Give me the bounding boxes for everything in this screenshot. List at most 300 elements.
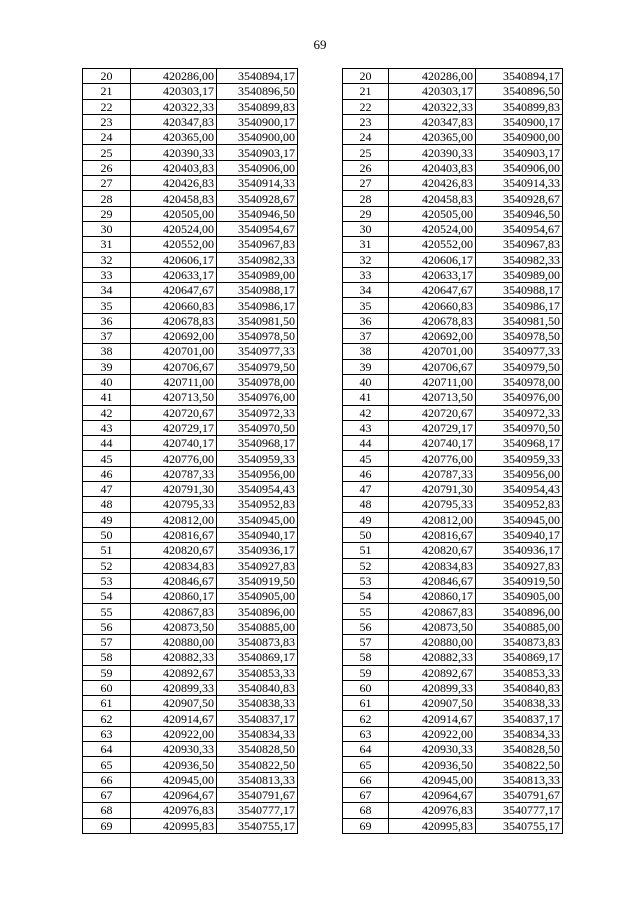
y-coordinate-cell-right: 3540972,33 xyxy=(476,405,563,420)
row-number-cell: 22 xyxy=(83,99,131,114)
row-number-cell-right: 59 xyxy=(343,665,389,680)
table-row xyxy=(83,99,563,114)
column-gap xyxy=(298,818,343,833)
y-coordinate-cell-right: 3540837,17 xyxy=(476,711,563,726)
table-row xyxy=(83,405,563,420)
row-number-cell: 34 xyxy=(83,283,131,298)
x-coordinate-cell-right: 420936,50 xyxy=(389,757,476,772)
x-coordinate-cell-right: 420729,17 xyxy=(389,420,476,435)
y-coordinate-cell-right: 3540927,83 xyxy=(476,558,563,573)
y-coordinate-cell: 3540976,00 xyxy=(217,390,298,405)
x-coordinate-cell: 420930,33 xyxy=(131,742,217,757)
y-coordinate-cell-right: 3540838,33 xyxy=(476,696,563,711)
column-gap xyxy=(298,374,343,389)
y-coordinate-cell: 3540903,17 xyxy=(217,145,298,160)
y-coordinate-cell-right: 3540959,33 xyxy=(476,451,563,466)
column-gap xyxy=(298,757,343,772)
row-number-cell-right: 23 xyxy=(343,114,389,129)
row-number-cell: 28 xyxy=(83,191,131,206)
x-coordinate-cell-right: 420322,33 xyxy=(389,99,476,114)
x-coordinate-cell-right: 420524,00 xyxy=(389,221,476,236)
column-gap xyxy=(298,405,343,420)
coordinates-table-body xyxy=(83,69,563,834)
y-coordinate-cell-right: 3540967,83 xyxy=(476,237,563,252)
row-number-cell-right: 51 xyxy=(343,543,389,558)
x-coordinate-cell: 420867,83 xyxy=(131,604,217,619)
x-coordinate-cell-right: 420860,17 xyxy=(389,589,476,604)
row-number-cell: 23 xyxy=(83,114,131,129)
row-number-cell-right: 20 xyxy=(343,69,389,84)
row-number-cell: 33 xyxy=(83,267,131,282)
row-number-cell: 66 xyxy=(83,772,131,787)
x-coordinate-cell-right: 420647,67 xyxy=(389,283,476,298)
y-coordinate-cell: 3540986,17 xyxy=(217,298,298,313)
x-coordinate-cell-right: 420820,67 xyxy=(389,543,476,558)
y-coordinate-cell-right: 3540899,83 xyxy=(476,99,563,114)
column-gap xyxy=(298,482,343,497)
row-number-cell: 43 xyxy=(83,420,131,435)
table-row xyxy=(83,160,563,175)
row-number-cell-right: 54 xyxy=(343,589,389,604)
row-number-cell: 44 xyxy=(83,436,131,451)
x-coordinate-cell: 420286,00 xyxy=(131,69,217,84)
table-row xyxy=(83,130,563,145)
x-coordinate-cell: 420740,17 xyxy=(131,436,217,451)
x-coordinate-cell-right: 420505,00 xyxy=(389,206,476,221)
x-coordinate-cell: 420795,33 xyxy=(131,497,217,512)
y-coordinate-cell-right: 3540976,00 xyxy=(476,390,563,405)
table-row xyxy=(83,619,563,634)
table-row xyxy=(83,145,563,160)
table-row xyxy=(83,420,563,435)
table-row xyxy=(83,589,563,604)
y-coordinate-cell-right: 3540896,50 xyxy=(476,84,563,99)
x-coordinate-cell: 420524,00 xyxy=(131,221,217,236)
page-number: 69 xyxy=(313,37,327,52)
y-coordinate-cell-right: 3540952,83 xyxy=(476,497,563,512)
column-gap xyxy=(298,114,343,129)
column-gap xyxy=(298,696,343,711)
x-coordinate-cell: 420834,83 xyxy=(131,558,217,573)
x-coordinate-cell: 420936,50 xyxy=(131,757,217,772)
y-coordinate-cell: 3540952,83 xyxy=(217,497,298,512)
y-coordinate-cell: 3540977,33 xyxy=(217,344,298,359)
x-coordinate-cell: 420365,00 xyxy=(131,130,217,145)
y-coordinate-cell-right: 3540869,17 xyxy=(476,650,563,665)
x-coordinate-cell: 420403,83 xyxy=(131,160,217,175)
x-coordinate-cell-right: 420347,83 xyxy=(389,114,476,129)
x-coordinate-cell: 420505,00 xyxy=(131,206,217,221)
y-coordinate-cell: 3540896,00 xyxy=(217,604,298,619)
row-number-cell: 56 xyxy=(83,619,131,634)
row-number-cell: 60 xyxy=(83,680,131,695)
row-number-cell: 53 xyxy=(83,573,131,588)
column-gap xyxy=(298,252,343,267)
row-number-cell-right: 36 xyxy=(343,313,389,328)
row-number-cell-right: 45 xyxy=(343,451,389,466)
table-row xyxy=(83,711,563,726)
x-coordinate-cell-right: 420892,67 xyxy=(389,665,476,680)
row-number-cell-right: 67 xyxy=(343,787,389,802)
column-gap xyxy=(298,160,343,175)
y-coordinate-cell: 3540906,00 xyxy=(217,160,298,175)
y-coordinate-cell-right: 3540956,00 xyxy=(476,466,563,481)
y-coordinate-cell: 3540896,50 xyxy=(217,84,298,99)
row-number-cell: 41 xyxy=(83,390,131,405)
row-number-cell: 30 xyxy=(83,221,131,236)
row-number-cell-right: 56 xyxy=(343,619,389,634)
column-gap xyxy=(298,206,343,221)
row-number-cell: 67 xyxy=(83,787,131,802)
row-number-cell-right: 42 xyxy=(343,405,389,420)
y-coordinate-cell: 3540954,43 xyxy=(217,482,298,497)
y-coordinate-cell-right: 3540828,50 xyxy=(476,742,563,757)
table-row xyxy=(83,114,563,129)
table-row xyxy=(83,803,563,818)
row-number-cell: 54 xyxy=(83,589,131,604)
y-coordinate-cell-right: 3540954,43 xyxy=(476,482,563,497)
y-coordinate-cell-right: 3540936,17 xyxy=(476,543,563,558)
row-number-cell: 52 xyxy=(83,558,131,573)
column-gap xyxy=(298,176,343,191)
y-coordinate-cell: 3540946,50 xyxy=(217,206,298,221)
row-number-cell: 32 xyxy=(83,252,131,267)
row-number-cell-right: 24 xyxy=(343,130,389,145)
coordinates-table xyxy=(82,68,563,834)
row-number-cell-right: 28 xyxy=(343,191,389,206)
row-number-cell-right: 65 xyxy=(343,757,389,772)
y-coordinate-cell: 3540959,33 xyxy=(217,451,298,466)
row-number-cell: 68 xyxy=(83,803,131,818)
row-number-cell-right: 38 xyxy=(343,344,389,359)
y-coordinate-cell-right: 3540903,17 xyxy=(476,145,563,160)
row-number-cell-right: 29 xyxy=(343,206,389,221)
y-coordinate-cell: 3540894,17 xyxy=(217,69,298,84)
x-coordinate-cell: 420907,50 xyxy=(131,696,217,711)
row-number-cell-right: 58 xyxy=(343,650,389,665)
column-gap xyxy=(298,711,343,726)
column-gap xyxy=(298,313,343,328)
table-row xyxy=(83,466,563,481)
y-coordinate-cell: 3540967,83 xyxy=(217,237,298,252)
column-gap xyxy=(298,267,343,282)
x-coordinate-cell-right: 420795,33 xyxy=(389,497,476,512)
y-coordinate-cell: 3540988,17 xyxy=(217,283,298,298)
x-coordinate-cell: 420660,83 xyxy=(131,298,217,313)
table-row xyxy=(83,604,563,619)
row-number-cell: 51 xyxy=(83,543,131,558)
column-gap xyxy=(298,191,343,206)
column-gap xyxy=(298,589,343,604)
table-row xyxy=(83,84,563,99)
y-coordinate-cell-right: 3540979,50 xyxy=(476,359,563,374)
row-number-cell: 57 xyxy=(83,634,131,649)
row-number-cell: 21 xyxy=(83,84,131,99)
y-coordinate-cell: 3540838,33 xyxy=(217,696,298,711)
table-row xyxy=(83,374,563,389)
row-number-cell-right: 66 xyxy=(343,772,389,787)
table-row xyxy=(83,221,563,236)
y-coordinate-cell-right: 3540968,17 xyxy=(476,436,563,451)
x-coordinate-cell-right: 420922,00 xyxy=(389,726,476,741)
y-coordinate-cell-right: 3540977,33 xyxy=(476,344,563,359)
x-coordinate-cell: 420846,67 xyxy=(131,573,217,588)
x-coordinate-cell-right: 420816,67 xyxy=(389,527,476,542)
y-coordinate-cell: 3540885,00 xyxy=(217,619,298,634)
table-row xyxy=(83,313,563,328)
x-coordinate-cell: 420873,50 xyxy=(131,619,217,634)
x-coordinate-cell: 420711,00 xyxy=(131,374,217,389)
column-gap xyxy=(298,497,343,512)
row-number-cell-right: 22 xyxy=(343,99,389,114)
y-coordinate-cell: 3540791,67 xyxy=(217,787,298,802)
row-number-cell-right: 35 xyxy=(343,298,389,313)
y-coordinate-cell: 3540837,17 xyxy=(217,711,298,726)
row-number-cell: 46 xyxy=(83,466,131,481)
row-number-cell: 62 xyxy=(83,711,131,726)
row-number-cell: 27 xyxy=(83,176,131,191)
column-gap xyxy=(298,803,343,818)
row-number-cell-right: 26 xyxy=(343,160,389,175)
x-coordinate-cell: 420787,33 xyxy=(131,466,217,481)
row-number-cell-right: 40 xyxy=(343,374,389,389)
x-coordinate-cell-right: 420606,17 xyxy=(389,252,476,267)
table-row xyxy=(83,818,563,833)
row-number-cell-right: 30 xyxy=(343,221,389,236)
column-gap xyxy=(298,650,343,665)
y-coordinate-cell: 3540972,33 xyxy=(217,405,298,420)
x-coordinate-cell: 420720,67 xyxy=(131,405,217,420)
row-number-cell: 58 xyxy=(83,650,131,665)
x-coordinate-cell-right: 420791,30 xyxy=(389,482,476,497)
x-coordinate-cell-right: 420882,33 xyxy=(389,650,476,665)
x-coordinate-cell-right: 420976,83 xyxy=(389,803,476,818)
row-number-cell: 69 xyxy=(83,818,131,833)
y-coordinate-cell: 3540970,50 xyxy=(217,420,298,435)
table-row xyxy=(83,558,563,573)
x-coordinate-cell: 420706,67 xyxy=(131,359,217,374)
x-coordinate-cell: 420633,17 xyxy=(131,267,217,282)
row-number-cell: 40 xyxy=(83,374,131,389)
y-coordinate-cell: 3540981,50 xyxy=(217,313,298,328)
x-coordinate-cell: 420606,17 xyxy=(131,252,217,267)
row-number-cell-right: 52 xyxy=(343,558,389,573)
column-gap xyxy=(298,329,343,344)
x-coordinate-cell: 420820,67 xyxy=(131,543,217,558)
row-number-cell-right: 21 xyxy=(343,84,389,99)
x-coordinate-cell: 420791,30 xyxy=(131,482,217,497)
y-coordinate-cell-right: 3540986,17 xyxy=(476,298,563,313)
x-coordinate-cell-right: 420945,00 xyxy=(389,772,476,787)
table-row xyxy=(83,650,563,665)
column-gap xyxy=(298,451,343,466)
y-coordinate-cell: 3540927,83 xyxy=(217,558,298,573)
table-row xyxy=(83,237,563,252)
table-row xyxy=(83,696,563,711)
table-row xyxy=(83,527,563,542)
row-number-cell: 31 xyxy=(83,237,131,252)
row-number-cell: 39 xyxy=(83,359,131,374)
x-coordinate-cell: 420899,33 xyxy=(131,680,217,695)
column-gap xyxy=(298,436,343,451)
x-coordinate-cell-right: 420458,83 xyxy=(389,191,476,206)
y-coordinate-cell: 3540978,00 xyxy=(217,374,298,389)
y-coordinate-cell-right: 3540822,50 xyxy=(476,757,563,772)
y-coordinate-cell: 3540954,67 xyxy=(217,221,298,236)
column-gap xyxy=(298,130,343,145)
y-coordinate-cell: 3540940,17 xyxy=(217,527,298,542)
row-number-cell: 24 xyxy=(83,130,131,145)
row-number-cell-right: 37 xyxy=(343,329,389,344)
x-coordinate-cell-right: 420711,00 xyxy=(389,374,476,389)
y-coordinate-cell: 3540900,17 xyxy=(217,114,298,129)
y-coordinate-cell: 3540869,17 xyxy=(217,650,298,665)
column-gap xyxy=(298,298,343,313)
x-coordinate-cell-right: 420403,83 xyxy=(389,160,476,175)
row-number-cell: 29 xyxy=(83,206,131,221)
y-coordinate-cell: 3540900,00 xyxy=(217,130,298,145)
table-row xyxy=(83,267,563,282)
column-gap xyxy=(298,237,343,252)
row-number-cell: 64 xyxy=(83,742,131,757)
column-gap xyxy=(298,634,343,649)
x-coordinate-cell-right: 420552,00 xyxy=(389,237,476,252)
column-gap xyxy=(298,604,343,619)
x-coordinate-cell-right: 420964,67 xyxy=(389,787,476,802)
row-number-cell: 36 xyxy=(83,313,131,328)
table-row xyxy=(83,573,563,588)
x-coordinate-cell: 420701,00 xyxy=(131,344,217,359)
column-gap xyxy=(298,619,343,634)
row-number-cell: 20 xyxy=(83,69,131,84)
table-row xyxy=(83,344,563,359)
y-coordinate-cell: 3540834,33 xyxy=(217,726,298,741)
row-number-cell: 47 xyxy=(83,482,131,497)
x-coordinate-cell: 420713,50 xyxy=(131,390,217,405)
row-number-cell-right: 25 xyxy=(343,145,389,160)
column-gap xyxy=(298,84,343,99)
row-number-cell-right: 46 xyxy=(343,466,389,481)
y-coordinate-cell-right: 3540989,00 xyxy=(476,267,563,282)
y-coordinate-cell: 3540989,00 xyxy=(217,267,298,282)
y-coordinate-cell-right: 3540928,67 xyxy=(476,191,563,206)
table-row xyxy=(83,451,563,466)
column-gap xyxy=(298,283,343,298)
y-coordinate-cell-right: 3540978,00 xyxy=(476,374,563,389)
table-row xyxy=(83,191,563,206)
x-coordinate-cell-right: 420914,67 xyxy=(389,711,476,726)
column-gap xyxy=(298,359,343,374)
x-coordinate-cell-right: 420740,17 xyxy=(389,436,476,451)
column-gap xyxy=(298,527,343,542)
y-coordinate-cell-right: 3540840,83 xyxy=(476,680,563,695)
table-row xyxy=(83,543,563,558)
y-coordinate-cell-right: 3540982,33 xyxy=(476,252,563,267)
y-coordinate-cell-right: 3540894,17 xyxy=(476,69,563,84)
y-coordinate-cell-right: 3540813,33 xyxy=(476,772,563,787)
x-coordinate-cell: 420880,00 xyxy=(131,634,217,649)
x-coordinate-cell-right: 420995,83 xyxy=(389,818,476,833)
x-coordinate-cell: 420390,33 xyxy=(131,145,217,160)
table-row xyxy=(83,283,563,298)
x-coordinate-cell: 420776,00 xyxy=(131,451,217,466)
table-row xyxy=(83,69,563,84)
row-number-cell-right: 41 xyxy=(343,390,389,405)
row-number-cell-right: 61 xyxy=(343,696,389,711)
row-number-cell: 35 xyxy=(83,298,131,313)
row-number-cell-right: 49 xyxy=(343,512,389,527)
x-coordinate-cell-right: 420930,33 xyxy=(389,742,476,757)
y-coordinate-cell: 3540777,17 xyxy=(217,803,298,818)
x-coordinate-cell-right: 420692,00 xyxy=(389,329,476,344)
x-coordinate-cell-right: 420365,00 xyxy=(389,130,476,145)
row-number-cell-right: 34 xyxy=(343,283,389,298)
y-coordinate-cell-right: 3540970,50 xyxy=(476,420,563,435)
y-coordinate-cell: 3540905,00 xyxy=(217,589,298,604)
table-row xyxy=(83,680,563,695)
table-row xyxy=(83,206,563,221)
table-row xyxy=(83,390,563,405)
y-coordinate-cell: 3540978,50 xyxy=(217,329,298,344)
row-number-cell-right: 31 xyxy=(343,237,389,252)
y-coordinate-cell-right: 3540954,67 xyxy=(476,221,563,236)
row-number-cell-right: 27 xyxy=(343,176,389,191)
row-number-cell-right: 44 xyxy=(343,436,389,451)
table-row xyxy=(83,482,563,497)
y-coordinate-cell: 3540945,00 xyxy=(217,512,298,527)
y-coordinate-cell: 3540822,50 xyxy=(217,757,298,772)
row-number-cell: 59 xyxy=(83,665,131,680)
column-gap xyxy=(298,665,343,680)
y-coordinate-cell-right: 3540791,67 xyxy=(476,787,563,802)
x-coordinate-cell: 420914,67 xyxy=(131,711,217,726)
column-gap xyxy=(298,543,343,558)
column-gap xyxy=(298,99,343,114)
table-row xyxy=(83,757,563,772)
y-coordinate-cell-right: 3540900,17 xyxy=(476,114,563,129)
x-coordinate-cell: 420816,67 xyxy=(131,527,217,542)
row-number-cell: 49 xyxy=(83,512,131,527)
column-gap xyxy=(298,420,343,435)
x-coordinate-cell-right: 420787,33 xyxy=(389,466,476,481)
column-gap xyxy=(298,558,343,573)
x-coordinate-cell: 420692,00 xyxy=(131,329,217,344)
y-coordinate-cell: 3540899,83 xyxy=(217,99,298,114)
x-coordinate-cell-right: 420720,67 xyxy=(389,405,476,420)
column-gap xyxy=(298,466,343,481)
x-coordinate-cell-right: 420907,50 xyxy=(389,696,476,711)
x-coordinate-cell-right: 420390,33 xyxy=(389,145,476,160)
y-coordinate-cell: 3540840,83 xyxy=(217,680,298,695)
x-coordinate-cell-right: 420880,00 xyxy=(389,634,476,649)
x-coordinate-cell-right: 420303,17 xyxy=(389,84,476,99)
table-row xyxy=(83,742,563,757)
y-coordinate-cell-right: 3540755,17 xyxy=(476,818,563,833)
y-coordinate-cell-right: 3540906,00 xyxy=(476,160,563,175)
y-coordinate-cell-right: 3540981,50 xyxy=(476,313,563,328)
y-coordinate-cell: 3540956,00 xyxy=(217,466,298,481)
row-number-cell-right: 57 xyxy=(343,634,389,649)
table-row xyxy=(83,497,563,512)
table-row xyxy=(83,359,563,374)
y-coordinate-cell: 3540853,33 xyxy=(217,665,298,680)
y-coordinate-cell-right: 3540940,17 xyxy=(476,527,563,542)
row-number-cell: 50 xyxy=(83,527,131,542)
table-row xyxy=(83,726,563,741)
row-number-cell-right: 68 xyxy=(343,803,389,818)
table-row xyxy=(83,665,563,680)
y-coordinate-cell: 3540928,67 xyxy=(217,191,298,206)
